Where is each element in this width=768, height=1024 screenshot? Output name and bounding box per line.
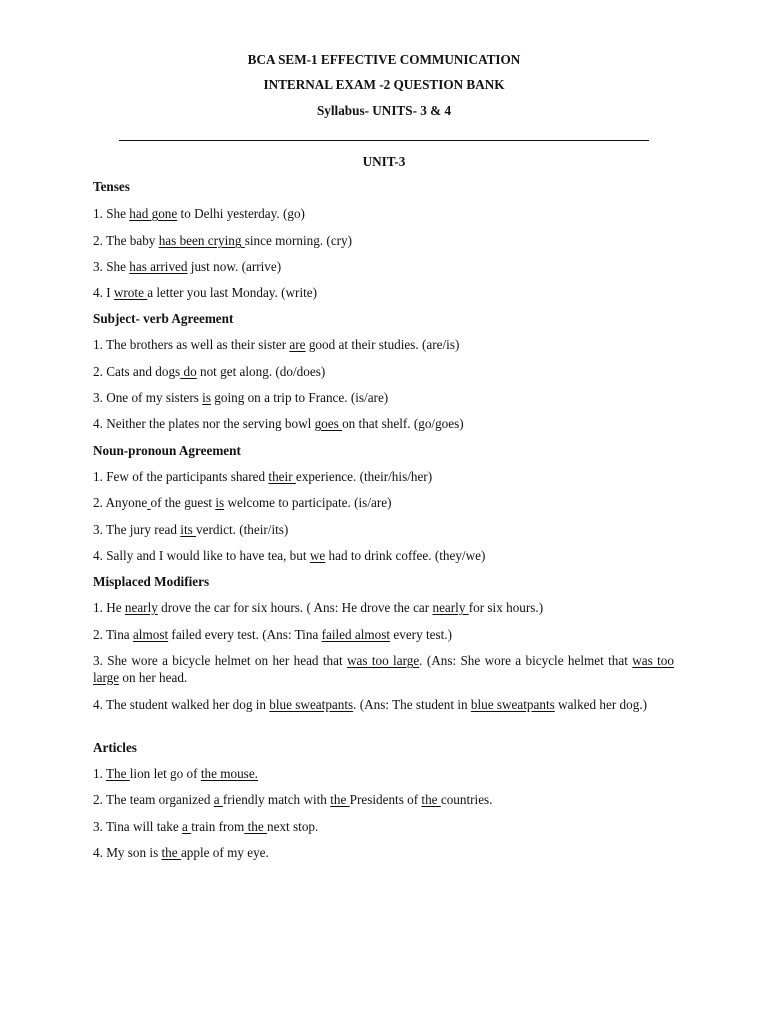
sva-item-3: 3. One of my sisters is going on a trip to France. (is/are) (93, 390, 389, 405)
section-heading-misplaced-modifiers: Misplaced Modifiers (93, 574, 210, 589)
sva-item-2: 2. Cats and dogs do not get along. (do/does) (93, 364, 326, 379)
tenses-item-4: 4. I wrote a letter you last Monday. (write) (93, 285, 318, 300)
section-heading-subject-verb: Subject- verb Agreement (93, 311, 234, 326)
mm-item-3: 3. She wore a bicycle helmet on her head that was too large. (Ans: She wore a bicycle helmet that was too large on her head. (93, 653, 674, 685)
articles-item-1: 1. The lion let go of the mouse. (93, 766, 258, 781)
articles-item-4: 4. My son is the apple of my eye. (93, 845, 269, 860)
unit-heading: UNIT-3 (362, 154, 406, 169)
tenses-item-2: 2. The baby has been crying since morning. (cry) (93, 233, 353, 248)
sva-item-1: 1. The brothers as well as their sister are good at their studies. (are/is) (93, 337, 460, 352)
mm-item-4: 4. The student walked her dog in blue sweatpants. (Ans: The student in blue sweatpants walked her dog.) (93, 697, 648, 712)
section-heading-noun-pronoun: Noun-pronoun Agreement (93, 443, 241, 458)
npa-item-2: 2. Anyone of the guest is welcome to participate. (is/are) (93, 495, 392, 510)
divider-rule (119, 140, 649, 141)
tenses-item-1: 1. She had gone to Delhi yesterday. (go) (93, 206, 305, 221)
mm-item-2: 2. Tina almost failed every test. (Ans: Tina failed almost every test.) (93, 627, 452, 642)
document-title: BCA SEM-1 EFFECTIVE COMMUNICATION (247, 52, 521, 67)
section-heading-tenses: Tenses (93, 179, 130, 194)
mm-item-1: 1. He nearly drove the car for six hours. ( Ans: He drove the car nearly for six hours.) (93, 600, 544, 615)
npa-item-1: 1. Few of the participants shared their experience. (their/his/her) (93, 469, 433, 484)
exam-title: INTERNAL EXAM -2 QUESTION BANK (263, 77, 505, 92)
npa-item-3: 3. The jury read its verdict. (their/its) (93, 522, 289, 537)
syllabus-title: Syllabus- UNITS- 3 & 4 (316, 103, 452, 118)
npa-item-4: 4. Sally and I would like to have tea, but we had to drink coffee. (they/we) (93, 548, 486, 563)
articles-item-2: 2. The team organized a friendly match with the Presidents of the countries. (93, 792, 493, 807)
tenses-item-3: 3. She has arrived just now. (arrive) (93, 259, 282, 274)
section-heading-articles: Articles (93, 740, 137, 755)
articles-item-3: 3. Tina will take a train from the next stop. (93, 819, 319, 834)
sva-item-4: 4. Neither the plates nor the serving bowl goes on that shelf. (go/goes) (93, 416, 464, 431)
